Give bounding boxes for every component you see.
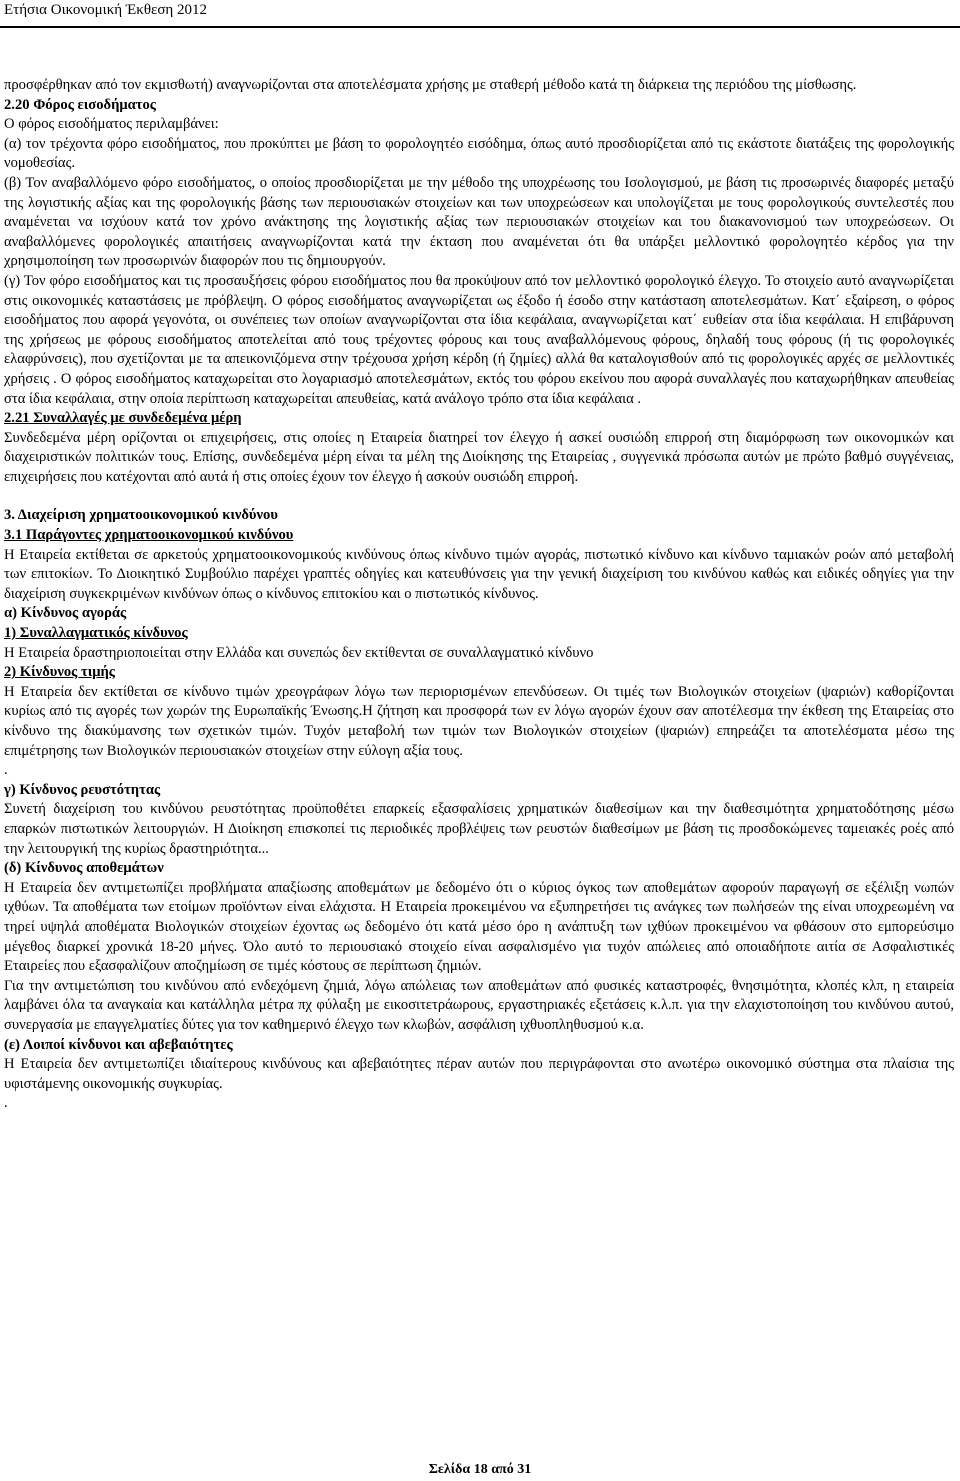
paragraph-dot: . (4, 762, 8, 779)
paragraph-tax-b: (β) Τον αναβαλλόμενο φόρο εισοδήματος, ο οποίος προσδιορίζεται με την μέθοδο της υποχρέωσης του Ισολογισμού, με βάση τις προσωρινές διαφορές μεταξύ της λογιστικής αξίας και της φορολογικής βάσης των περιουσιακών στοιχείων και των υποχρεώσεων και υπολογίζεται με τους φορολογικούς συντελεστές που αναμένεται να ισχύουν κατά τον χρόνο ανάκτησης της λογιστικής αξίας των περιουσιακών στοιχείων και του διακανονισμού των υποχρεώσεων. Οι αναβαλλόμενες φορολογικές απαιτήσεις αναγνωρίζονται κατά την έκταση που αναμένεται ότι θα υπάρξει μελλοντικό φορολογητέο κέρδος για την χρησιμοποίηση των προσωρινών διαφορών που τις δημιουργούν. (4, 174, 954, 270)
heading-inventory-risk: (δ) Κίνδυνος αποθεμάτων (4, 860, 164, 877)
paragraph-dot-end: . (4, 1095, 8, 1112)
heading-related-parties: 2.21 Συναλλαγές με συνδεδεμένα μέρη (4, 410, 242, 427)
paragraph-tax-c: (γ) Τον φόρο εισοδήματος και τις προσαυξήσεις φόρου εισοδήματος που θα προκύψουν από τον μελλοντικό φορολογικό έλεγχο. Το στοιχείο αυτό αναγνωρίζεται στις οικονομικές καταστάσεις με πρόβλεψη. Ο φόρος εισοδήματος αναγνωρίζεται ως έξοδο ή έσοδο στην κατάσταση αποτελεσμάτων. Κατ΄ εξαίρεση, ο φόρος εισοδήματος που αφορά γεγονότα, οι συνέπειες των οποίων αναγνωρίζονται στα ίδια κεφάλαια, αναγνωρίζεται κατ΄ ευθείαν στα ίδια κεφάλαια. Η επιβάρυνση της χρήσεως με φόρους εισοδήματος αποτελείται από τους τρέχοντες φόρους και τους αναβαλλόμενους φόρους, δηλαδή τους φόρους (ή τις φορολογικές ελαφρύνσεις), που σχετίζονται με τα απεικονιζόμενα στην τρέχουσα χρήση κέρδη (ή ζημίες) αλλά θα καταλογισθούν από τις φορολογικές αρχές σε μελλοντικές χρήσεις . Ο φόρος εισοδήματος καταχωρείται στο λογαριασμό αποτελεσμάτων, εκτός του φόρου εκείνου που αφορά συναλλαγές που καταχωρήθηκαν απευθείας στα ίδια κεφάλαια, στην οποία περίπτωση καταχωρείται απευθείας, κατά ανάλογο τρόπο στα ίδια κεφάλαια . (4, 272, 954, 407)
paragraph-tax-intro: Ο φόρος εισοδήματος περιλαμβάνει: (4, 116, 219, 133)
paragraph-risk-factors: Η Εταιρεία εκτίθεται σε αρκετούς χρηματοοικονομικούς κινδύνους όπως κίνδυνο τιμών αγοράς, πιστωτικό κίνδυνο και κίνδυνο ταμιακών ροών από μεταβολή των επιτοκίων. Το Διοικητικό Συμβούλιο παρέχει γραπτές οδηγίες και κατευθύνσεις για την γενική διαχείριση του κινδύνου καθώς και ειδικές οδηγίες για την διαχείριση συγκεκριμένων κινδύνων όπως ο κίνδυνος επιτοκίου και ο πιστωτικός κίνδυνος. (4, 546, 954, 602)
heading-liquidity-risk: γ) Κίνδυνος ρευστότητας (4, 781, 161, 798)
paragraph-inventory-measures: Για την αντιμετώπιση του κινδύνου από ενδεχόμενη ζημιά, λόγω απώλειας των αποθεμάτων από φυσικές καταστροφές, θνησιμότητα, κλοπές κλπ, η εταιρεία λαμβάνει όλα τα αναγκαία και κατάλληλα μέτρα πχ φύλαξη με εικοσιτετράωρους, εργαστηριακές εξετάσεις κ.λ.π. για την ελαχιστοποίηση του κινδύνου αυτού, συνεργασία με επαγγελματίες δύτες για τον καθημερινό έλεγχο των κλωβών, ασφάλιση ιχθυοπληθυσμού κ.α. (4, 977, 954, 1033)
header-divider (0, 26, 960, 28)
page-content (4, 76, 954, 1114)
heading-fx-risk: 1) Συναλλαγματικός κίνδυνος (4, 625, 188, 642)
heading-other-risks: (ε) Λοιποί κίνδυνοι και αβεβαιότητες (4, 1036, 233, 1053)
paragraph-related-parties: Συνδεδεμένα μέρη ορίζονται οι επιχειρήσεις, στις οποίες η Εταιρεία διατηρεί τον έλεγχο ή ασκεί ουσιώδη επιρροή στη διαμόρφωση των οικονομικών και διαχειριστικών πολιτικών τους. Επίσης, συνδεδεμένα μέρη είναι τα μέλη της Διοίκησης της Εταιρείας , συγγενικά πρόσωπα αυτών με πρώτο βαθμό συγγένειας, επιχειρήσεις που κατέχονται από αυτά ή στις οποίες έχουν τον έλεγχο ή ασκούν ουσιώδη επιρροή. (4, 429, 954, 485)
spacer (4, 487, 954, 506)
paragraph-lease-end: προσφέρθηκαν από τον εκμισθωτή) αναγνωρίζονται στα αποτελέσματα χρήσης με σταθερή μέθοδο κατά τη διάρκεια της περιόδου της μίσθωσης. (4, 77, 857, 93)
report-title: Ετήσια Οικονομική Έκθεση 2012 (4, 2, 208, 18)
heading-risk-management: 3. Διαχείριση χρηματοοικονομικού κινδύνου (4, 507, 278, 524)
paragraph-fx-risk: Η Εταιρεία δραστηριοποιείται στην Ελλάδα και συνεπώς δεν εκτίθενται σε συναλλαγματικό κίνδυνο (4, 644, 594, 661)
heading-market-risk: α) Κίνδυνος αγοράς (4, 605, 127, 622)
paragraph-other-risks: Η Εταιρεία δεν αντιμετωπίζει ιδιαίτερους κινδύνους και αβεβαιότητες πέραν αυτών που περιγράφονται στο ανωτέρω οικονομικό σύστημα στα πλαίσια της υφιστάμενης οικονομικής συγκυρίας. (4, 1056, 954, 1092)
paragraph-price-risk: Η Εταιρεία δεν εκτίθεται σε κίνδυνο τιμών χρεογράφων λόγω των περιορισμένων επενδύσεων. Οι τιμές των Βιολογικών στοιχείων (ψαριών) καθορίζονται κυρίως από τις αγορές των χωρών της Ευρωπαϊκής Ένωσης.Η ζήτηση και προσφορά των εν λόγω αγορών έχουν σαν αποτέλεσμα την έκθεση της Εταιρείας στο κίνδυνο της διακύμανσης των σχετικών τιμών. Τυχόν μεταβολή των τιμών των Βιολογικών στοιχείων (ψαριών) επηρεάζει τα αποτελέσματα μέσω της επιμέτρησης των Βιολογικών περιουσιακών στοιχείων στην εύλογη αξία τους. (4, 683, 954, 759)
heading-price-risk: 2) Κίνδυνος τιμής (4, 664, 115, 681)
paragraph-tax-a: (α) τον τρέχοντα φόρο εισοδήματος, που προκύπτει με βάση το φορολογητέο εισόδημα, όπως αυτό προσδιορίζεται από τις εκάστοτε διατάξεις της φορολογικής νομοθεσίας. (4, 135, 954, 172)
paragraph-inventory-risk: Η Εταιρεία δεν αντιμετωπίζει προβλήματα απαξίωσης αποθεμάτων με δεδομένο ότι ο κύριος όγκος των αποθεμάτων αφορούν παραγωγή σε εξέλιξη νωπών ιχθύων. Τα αποθέματα των ετοίμων προϊόντων είναι ελάχιστα. Η Εταιρεία προκειμένου να εξυπηρετήσει τις ανάγκες των πωλήσεών της είναι υποχρεωμένη να τηρεί υψηλά αποθέματα Βιολογικών στοιχείων έχοντας ως δεδομένο ότι κατά μέσο όρο η ανάπτυξη των ιχθύων προκειμένου να φθάσουν στο εμπορεύσιμο μέγεθος διαρκεί χρονικά 18-20 μήνες. Όλο αυτό το περιουσιακό στοιχείο είναι ασφαλισμένο για τυχόν απώλειες από οποιαδήποτε αιτία σε Ασφαλιστικές Εταιρείες που εξασφαλίζουν αποζημίωση σε τιμές κόστους σε περίπτωση ζημιών. (4, 879, 954, 975)
paragraph-liquidity-risk: Συνετή διαχείριση του κινδύνου ρευστότητας προϋποθέτει επαρκείς εξασφαλίσεις χρηματικών διαθεσίμων και την διαθεσιμότητα χρηματοδότησης μέσω επαρκών πιστωτικών λειτουργιών. Η Διοίκηση επισκοπεί τις περιοδικές προβλέψεις των ρευστών διαθεσίμων με βάση τις προσδοκώμενες ταμειακές ροές από την λειτουργική της κυρίως δραστηριότητα... (4, 801, 954, 857)
heading-risk-factors: 3.1 Παράγοντες χρηματοοικονομικού κινδύνου (4, 527, 294, 544)
page-number: Σελίδα 18 από 31 (428, 1462, 532, 1477)
heading-income-tax: 2.20 Φόρος εισοδήματος (4, 96, 156, 113)
